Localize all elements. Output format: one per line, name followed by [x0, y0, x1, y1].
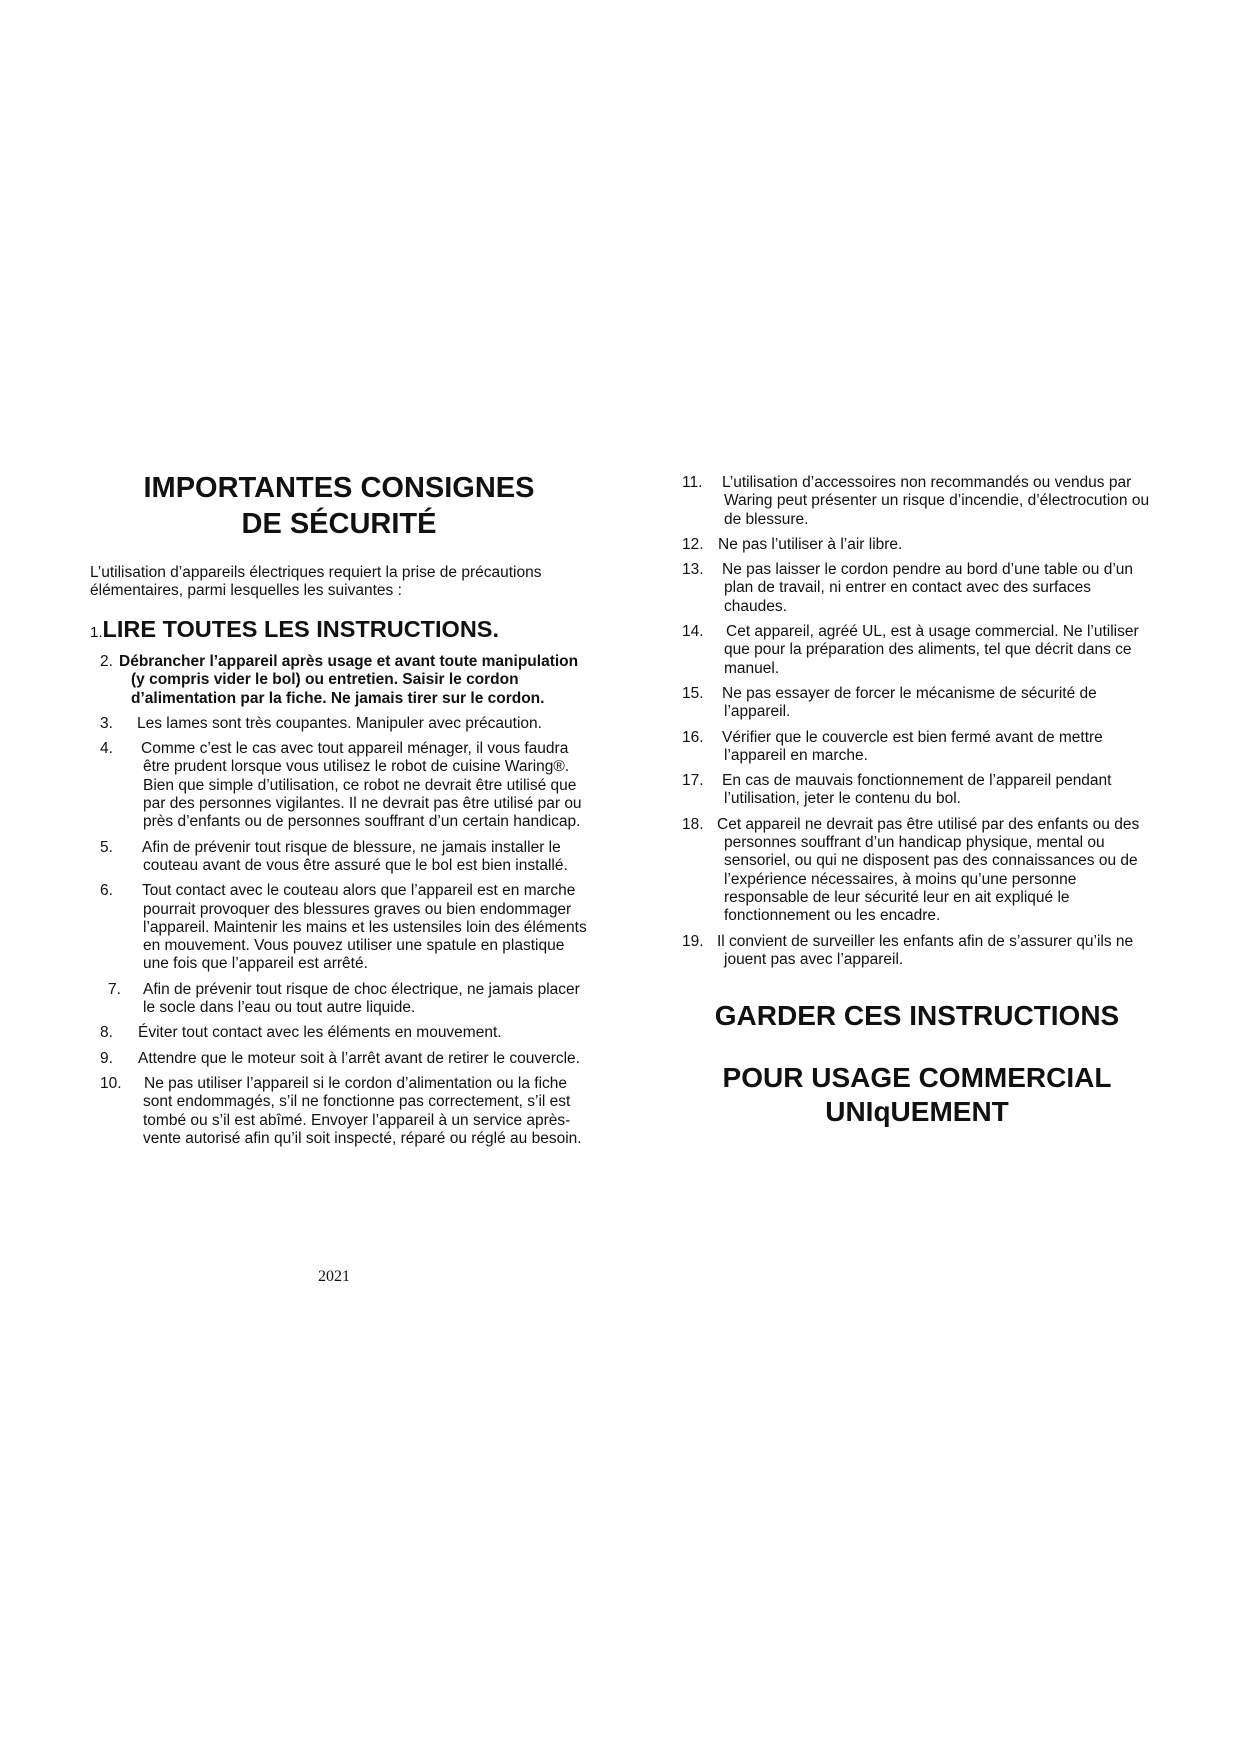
- instruction-number: 16.: [682, 728, 704, 746]
- instruction-1: [90, 616, 588, 643]
- commercial-use-heading: [682, 1061, 1152, 1129]
- safety-title-line-1: IMPORTANTES CONSIGNES: [143, 472, 535, 504]
- instruction-11: [682, 474, 1152, 529]
- instruction-17: [682, 772, 1152, 809]
- left-column: [88, 470, 588, 1155]
- safety-title: [88, 470, 588, 542]
- instruction-4: [88, 740, 588, 831]
- instruction-9: [88, 1050, 588, 1068]
- instruction-number: 14.: [682, 623, 704, 641]
- instruction-number: 4.: [100, 740, 113, 758]
- instruction-number: 5.: [100, 838, 113, 856]
- instruction-text: Ne pas essayer de forcer le mécanisme de sécurité de l’appareil.: [722, 684, 1097, 721]
- commercial-use-line-1: POUR USAGE COMMERCIAL: [722, 1062, 1112, 1093]
- instruction-2: [88, 653, 588, 708]
- instruction-text: Cet appareil, agréé UL, est à usage commercial. Ne l’utiliser que pour la préparation des aliments, tel que décrit dans ce manuel.: [724, 623, 1139, 677]
- instruction-number: 3.: [100, 714, 113, 732]
- instruction-text: Les lames sont très coupantes. Manipuler avec précaution.: [137, 714, 542, 732]
- instruction-6: [88, 882, 588, 973]
- instruction-text: Ne pas laisser le cordon pendre au bord d’une table ou d’un plan de travail, ni entrer en contact avec des surfaces chaudes.: [722, 561, 1134, 615]
- instruction-8: [88, 1024, 588, 1042]
- instruction-15: [682, 685, 1152, 722]
- instruction-number: 11.: [682, 474, 703, 491]
- right-column: [682, 474, 1152, 976]
- instruction-text: Afin de prévenir tout risque de choc électrique, ne jamais placer le socle dans l’eau ou tout autre liquide.: [143, 980, 580, 1017]
- instruction-text: Comme c’est le cas avec tout appareil ménager, il vous faudra être prudent lorsque vous utilisez le robot de cuisine Waring®. Bien que simple d’utilisation, ce robot ne devrait être utilisé que par des personnes vigilantes. Il ne devrait pas être utilisé par ou près d’enfants ou de personnes souffrant d’un certain handicap.: [141, 740, 582, 831]
- instruction-text: Attendre que le moteur soit à l’arrêt avant de retirer le couvercle.: [138, 1049, 580, 1067]
- instruction-number: 2.: [100, 653, 113, 670]
- instruction-number: 9.: [100, 1049, 113, 1067]
- instruction-text: Tout contact avec le couteau alors que l’appareil est en marche pourrait provoquer des blessures graves ou bien endommager l’appareil. Maintenir les mains et les ustensiles loin des éléments en mouvement. Vous pouvez utiliser une spatule en plastique une fois que l’appareil est arrêté.: [142, 882, 587, 973]
- instruction-1-text: LIRE TOUTES LES INSTRUCTIONS.: [102, 616, 499, 642]
- instruction-13: [682, 561, 1152, 616]
- instruction-number: 12.: [682, 535, 704, 553]
- instruction-14: [682, 623, 1152, 678]
- instruction-number: 19.: [682, 932, 704, 950]
- instruction-text: Vérifier que le couvercle est bien fermé avant de mettre l’appareil en marche.: [722, 728, 1103, 764]
- instruction-3: [88, 715, 588, 733]
- instruction-text: Afin de prévenir tout risque de blessure, ne jamais installer le couteau avant de vous être assuré que le bol est bien installé.: [142, 838, 568, 874]
- instruction-text: Il convient de surveiller les enfants afin de s’assurer qu’ils ne jouent pas avec l’appareil.: [717, 932, 1134, 968]
- instruction-19: [682, 933, 1152, 970]
- instruction-12: [682, 536, 1152, 554]
- instruction-1-number: 1.: [90, 624, 103, 641]
- commercial-use-line-2: UNIqUEMENT: [825, 1096, 1009, 1127]
- safety-title-line-2: DE SÉCURITÉ: [241, 508, 437, 540]
- instruction-16: [682, 729, 1152, 766]
- instruction-text: Débrancher l’appareil après usage et avant toute manipulation (y compris vider le bol) ou entretien. Saisir le cordon d’alimentation par la fiche. Ne jamais tirer sur le cordon.: [119, 653, 579, 707]
- instruction-text: Ne pas utiliser l’appareil si le cordon d’alimentation ou la fiche sont endommagés, s’il ne fonctionne pas correctement, s’il est tombé ou s’il est abîmé. Envoyer l’appareil à un service après-vente autorisé afin qu’il soit inspecté, réparé ou réglé au besoin.: [143, 1074, 582, 1147]
- instruction-text: Ne pas l’utiliser à l’air libre.: [718, 535, 903, 553]
- instruction-number: 15.: [682, 684, 704, 702]
- instruction-number: 10.: [100, 1074, 122, 1092]
- intro-paragraph: L’utilisation d’appareils électriques requiert la prise de précautions élémentaires, parmi lesquelles les suivantes :: [90, 564, 542, 599]
- instruction-number: 6.: [100, 882, 113, 900]
- page-footer-year: 2021: [318, 1268, 350, 1285]
- instruction-text: En cas de mauvais fonctionnement de l’appareil pendant l’utilisation, jeter le contenu du bol.: [722, 772, 1112, 808]
- instruction-text: Cet appareil ne devrait pas être utilisé par des enfants ou des personnes souffrant d’un handicap physique, mental ou sensoriel, ou qui ne disposent pas des connaissances ou de l’expérience nécessaires, à moins qu’une personne responsable de leur sécurité leur en ait expliqué le fonctionnement ou les encadre.: [717, 815, 1140, 925]
- instruction-7: [88, 981, 588, 1018]
- instruction-text: Éviter tout contact avec les éléments en mouvement.: [138, 1024, 502, 1042]
- instruction-number: 8.: [100, 1024, 113, 1042]
- instruction-10: [88, 1075, 588, 1148]
- instruction-number: 13.: [682, 561, 704, 579]
- instruction-text: L’utilisation d’accessoires non recommandés ou vendus par Waring peut présenter un risque d’incendie, d’électrocution ou de blessure.: [722, 474, 1150, 528]
- instruction-number: 7.: [108, 980, 121, 998]
- instruction-number: 17.: [682, 772, 704, 790]
- instruction-18: [682, 816, 1152, 926]
- instruction-number: 18.: [682, 815, 704, 833]
- instruction-5: [88, 839, 588, 876]
- keep-instructions-heading: GARDER CES INSTRUCTIONS: [714, 1000, 1120, 1031]
